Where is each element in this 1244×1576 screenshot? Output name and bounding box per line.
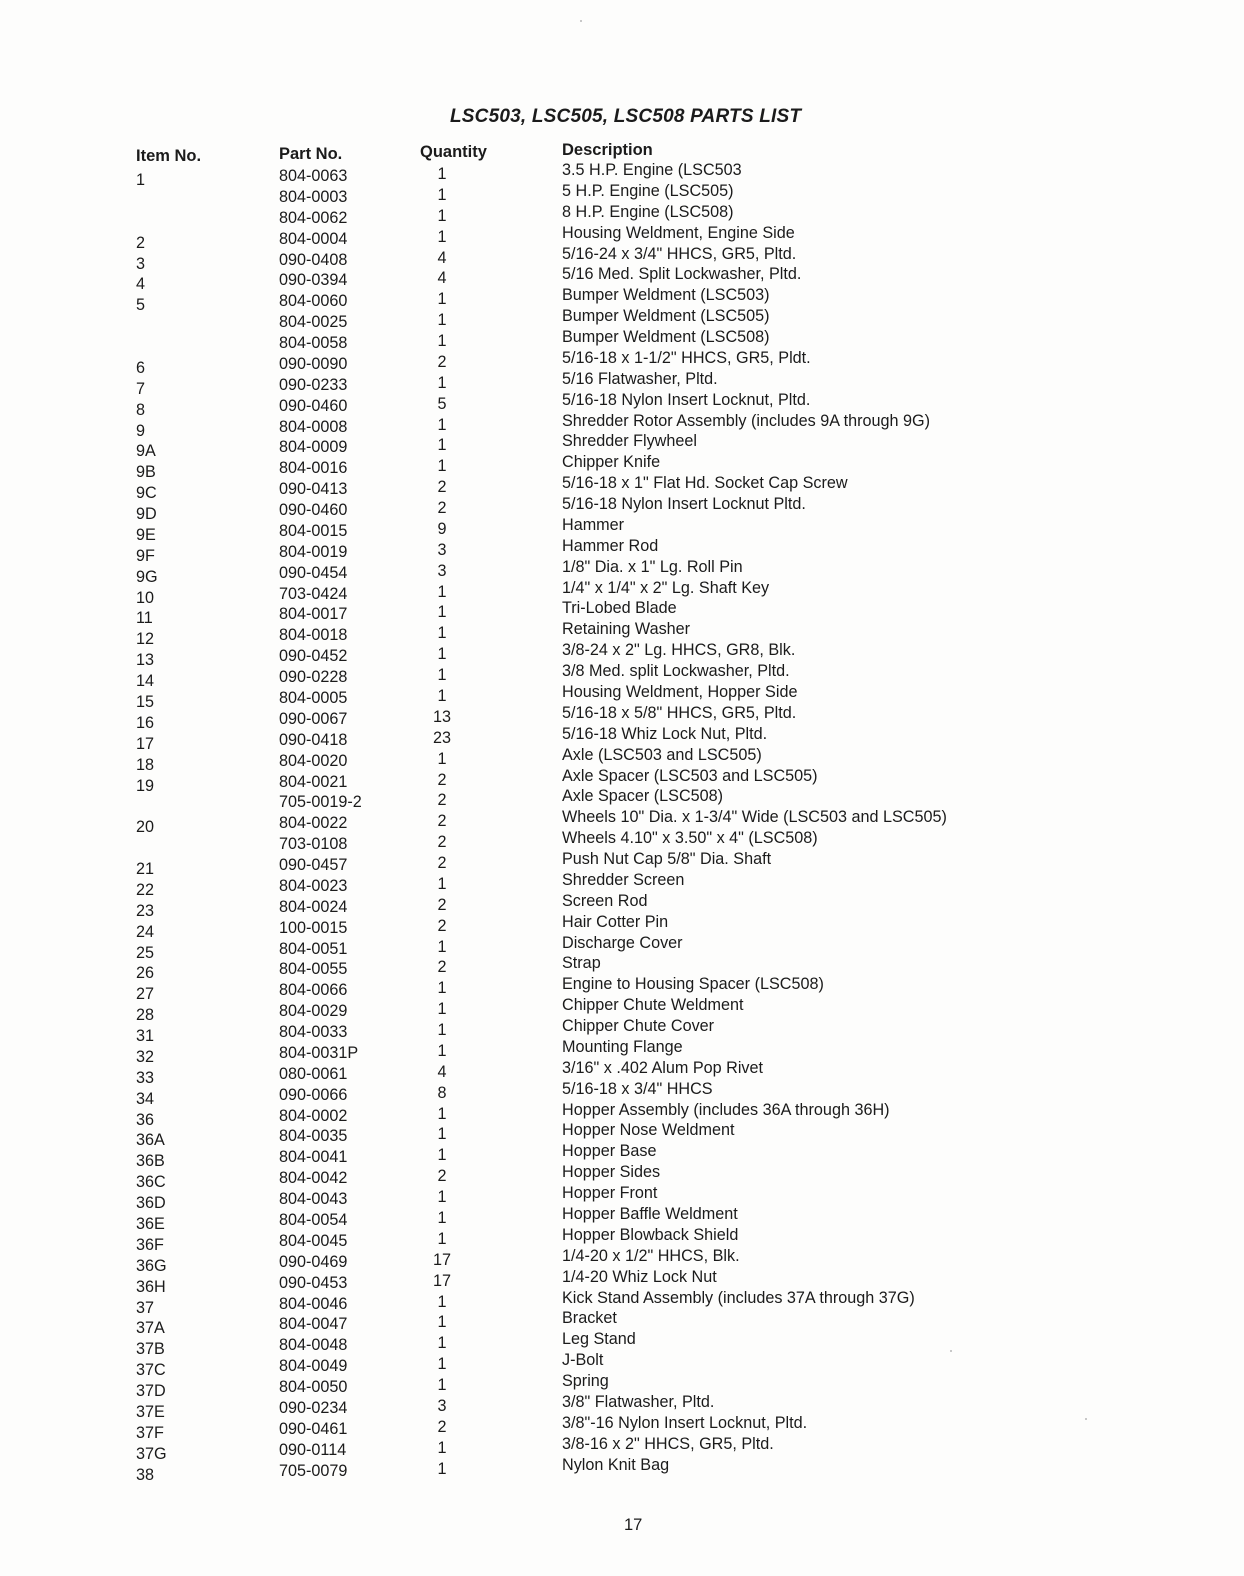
quantity: 3 [437,540,447,559]
item-no: 9G [136,567,158,586]
item-no: 17 [136,734,155,753]
description: 8 H.P. Engine (LSC508) [562,202,734,221]
quantity: 3 [437,1396,447,1415]
item-no: 38 [136,1465,155,1484]
item-no: 25 [136,943,155,962]
scan-speck [950,1350,952,1352]
part-no: 804-0019 [279,542,348,561]
part-no: 804-0018 [279,626,348,645]
quantity: 2 [437,1417,447,1436]
part-no: 090-0394 [279,271,348,290]
description: 5/16-18 x 3/4" HHCS [562,1079,713,1098]
part-no: 804-0020 [279,751,348,770]
description: 3/8"-16 Nylon Insert Locknut, Pltd. [562,1413,808,1432]
quantity: 17 [432,1250,451,1269]
part-no: 804-0058 [279,334,348,353]
description: Axle (LSC503 and LSC505) [562,745,762,764]
description: 5/16 Flatwasher, Pltd. [562,369,718,388]
header-quantity: Quantity [420,143,487,161]
description: 5/16-18 x 5/8" HHCS, GR5, Pltd. [562,703,797,722]
quantity: 2 [437,1167,447,1186]
part-no: 804-0017 [279,605,348,624]
part-no: 804-0024 [279,897,348,916]
description: 3/8-16 x 2" HHCS, GR5, Pltd. [562,1434,774,1453]
description: Bumper Weldment (LSC508) [562,328,770,347]
quantity: 4 [437,269,447,288]
description: Hopper Baffle Weldment [562,1205,738,1223]
quantity: 1 [437,1104,447,1123]
item-no: 12 [136,630,155,649]
part-no: 705-0019-2 [279,793,362,812]
quantity: 1 [437,373,447,392]
item-no: 37F [136,1423,164,1442]
part-no: 090-0228 [279,668,348,687]
item-no: 37D [136,1382,166,1401]
description: 5/16 Med. Split Lockwasher, Pltd. [562,265,802,284]
description: 3/8" Flatwasher, Pltd. [562,1392,715,1411]
part-no: 090-0460 [279,396,348,415]
item-no: 34 [136,1089,155,1108]
item-no: 37 [136,1298,155,1317]
part-no: 804-0023 [279,876,348,895]
part-no: 804-0031P [279,1043,359,1062]
page-title: LSC503, LSC505, LSC508 PARTS LIST [450,106,802,127]
description: Hammer [562,515,625,534]
item-no: 37E [136,1402,165,1421]
item-no: 9B [136,463,156,482]
description: 1/4-20 Whiz Lock Nut [562,1267,717,1286]
description: Hammer Rod [562,536,659,555]
description: 5/16-18 x 1" Flat Hd. Socket Cap Screw [562,474,848,493]
description: Shredder Rotor Assembly (includes 9A through 9G) [562,411,931,430]
part-no: 804-0009 [279,438,348,457]
item-no: 24 [136,922,155,941]
item-no: 19 [136,776,155,795]
part-no: 804-0035 [279,1127,348,1146]
item-no: 27 [136,985,155,1004]
item-no: 14 [136,672,155,691]
item-no: 36F [136,1235,164,1254]
part-no: 804-0029 [279,1002,348,1021]
description: 3/16" x .402 Alum Pop Rivet [562,1058,764,1077]
part-no: 804-0049 [279,1357,348,1376]
part-no: 804-0021 [279,772,348,791]
quantity: 1 [437,937,447,956]
part-no: 090-0454 [279,563,348,582]
quantity: 2 [437,791,447,810]
description: Strap [562,954,601,973]
part-no: 804-0050 [279,1378,348,1397]
quantity: 8 [437,1083,447,1102]
item-no: 36B [136,1152,165,1171]
description: Hopper Assembly (includes 36A through 36H) [562,1100,890,1119]
part-no: 804-0043 [279,1190,348,1209]
description: 5/16-24 x 3/4" HHCS, GR5, Pltd. [562,244,797,263]
quantity: 1 [437,1000,447,1019]
quantity: 1 [437,979,447,998]
quantity: 5 [437,394,447,413]
description: Bumper Weldment (LSC503) [562,286,770,305]
description: Retaining Washer [562,620,691,639]
quantity: 1 [437,1229,447,1248]
description: Chipper Chute Cover [562,1017,715,1036]
item-no: 11 [136,609,153,628]
part-no: 804-0045 [279,1231,348,1250]
description: Hair Cotter Pin [562,912,669,931]
description: Shredder Flywheel [562,432,697,451]
description: 1/4" x 1/4" x 2" Lg. Shaft Key [562,578,770,597]
description: Leg Stand [562,1330,636,1349]
part-no: 804-0022 [279,814,348,833]
quantity: 1 [437,687,447,705]
part-no: 090-0460 [279,501,348,520]
quantity: 2 [437,854,447,873]
header-item-no: Item No. [136,147,202,165]
item-no: 16 [136,713,155,732]
description: Engine to Housing Spacer (LSC508) [562,975,824,994]
description: 3.5 H.P. Engine (LSC503 [562,161,742,179]
item-no: 21 [136,860,155,879]
quantity: 1 [437,1334,447,1353]
quantity: 1 [437,1292,447,1311]
item-no: 28 [136,1006,155,1025]
part-no: 804-0005 [279,689,348,707]
description: Axle Spacer (LSC508) [562,787,724,806]
item-no: 9 [136,421,146,440]
part-no: 090-0408 [279,250,348,269]
item-no: 1 [136,171,146,189]
item-no: 9E [136,525,156,544]
part-no: 804-0033 [279,1023,348,1042]
description: Housing Weldment, Hopper Side [562,683,798,701]
description: Axle Spacer (LSC503 and LSC505) [562,766,818,785]
item-no: 36H [136,1277,166,1296]
description: Mounting Flange [562,1037,683,1056]
part-no: 090-0114 [279,1440,347,1459]
quantity: 1 [437,645,447,664]
quantity: 1 [437,666,447,685]
item-no: 37G [136,1444,167,1463]
item-no: 15 [136,693,155,711]
quantity: 4 [437,248,447,267]
item-no: 2 [136,233,146,252]
part-no: 804-0016 [279,459,348,478]
quantity: 1 [437,874,447,893]
quantity: 1 [437,311,447,330]
item-no: 10 [136,588,155,607]
part-no: 080-0061 [279,1064,348,1083]
quantity: 1 [437,603,447,622]
description: Bumper Weldment (LSC505) [562,307,770,326]
description: Bracket [562,1309,617,1328]
description: Wheels 4.10" x 3.50" x 4" (LSC508) [562,829,818,848]
description: Housing Weldment, Engine Side [562,223,795,242]
quantity: 2 [437,352,447,371]
part-no: 804-0015 [279,521,348,540]
quantity: 1 [437,1459,447,1478]
quantity: 1 [437,332,447,351]
description: Tri-Lobed Blade [562,599,677,618]
part-no: 090-0469 [279,1252,348,1271]
description: Shredder Screen [562,870,685,889]
part-no: 804-0051 [279,939,348,958]
part-no: 804-0025 [279,313,348,332]
item-no: 9D [136,505,157,524]
quantity: 1 [437,1021,447,1040]
part-no: 090-0234 [279,1398,348,1417]
description: 5/16-18 x 1-1/2" HHCS, GR5, Pldt. [562,348,811,367]
part-no: 804-0055 [279,960,348,979]
quantity: 1 [437,185,447,204]
quantity: 13 [432,707,451,726]
item-no: 37C [136,1361,166,1380]
quantity: 1 [437,624,447,643]
description: 5/16-18 Nylon Insert Locknut, Pltd. [562,390,811,409]
item-no: 9F [136,546,155,565]
description: Chipper Chute Weldment [562,996,744,1015]
quantity: 1 [437,1376,447,1395]
item-no: 9A [136,442,156,461]
part-no: 804-0008 [279,417,348,436]
part-no: 804-0041 [279,1148,348,1167]
quantity: 1 [437,436,447,455]
part-no: 703-0424 [279,584,348,603]
description: 5/16-18 Nylon Insert Locknut Pltd. [562,495,806,514]
description: Screen Rod [562,891,648,910]
description: 1/4-20 x 1/2" HHCS, Blk. [562,1246,740,1265]
item-no: 9C [136,484,157,503]
part-no: 090-0413 [279,480,348,499]
description: Chipper Knife [562,453,661,472]
part-no: 090-0233 [279,375,348,394]
quantity: 2 [437,770,447,789]
header-part-no: Part No. [279,145,343,163]
description: Push Nut Cap 5/8" Dia. Shaft [562,850,772,869]
item-no: 36A [136,1131,165,1150]
description: Spring [562,1372,609,1391]
quantity: 1 [437,1041,447,1060]
part-no: 804-0002 [279,1106,348,1125]
scan-speck [1085,1418,1087,1420]
description: 5 H.P. Engine (LSC505) [562,181,734,200]
part-no: 100-0015 [279,918,348,937]
item-no: 37A [136,1319,165,1338]
quantity: 3 [437,561,447,580]
quantity: 2 [437,833,447,852]
item-no: 13 [136,651,155,670]
item-no: 26 [136,964,155,983]
item-no: 33 [136,1068,155,1087]
description: 3/8-24 x 2" Lg. HHCS, GR8, Blk. [562,641,796,660]
item-no: 36 [136,1110,155,1129]
part-no: 804-0004 [279,229,348,248]
item-no: 22 [136,880,155,899]
description: Hopper Sides [562,1163,661,1182]
description: Hopper Front [562,1184,658,1203]
quantity: 2 [437,478,447,497]
header-description: Description [562,141,653,159]
description: J-Bolt [562,1351,604,1370]
description: Wheels 10" Dia. x 1-3/4" Wide (LSC503 and LSC505) [562,808,947,827]
description: Hopper Blowback Shield [562,1225,739,1244]
part-no: 090-0453 [279,1273,348,1292]
item-no: 8 [136,400,146,419]
part-no: 804-0054 [279,1211,348,1229]
description: Hopper Nose Weldment [562,1121,735,1140]
item-no: 6 [136,358,146,377]
item-no: 7 [136,379,146,398]
item-no: 31 [136,1027,155,1046]
part-no: 090-0090 [279,354,348,373]
item-no: 36G [136,1256,167,1275]
item-no: 5 [136,296,146,315]
part-no: 804-0060 [279,292,348,311]
quantity: 1 [437,1438,447,1457]
item-no: 20 [136,818,155,837]
item-no: 4 [136,275,146,294]
description: Hopper Base [562,1142,657,1161]
description: Discharge Cover [562,933,683,952]
part-no: 090-0457 [279,856,348,875]
quantity: 1 [437,1146,447,1165]
part-no: 090-0067 [279,709,348,728]
quantity: 2 [437,812,447,831]
quantity: 1 [437,1188,447,1207]
quantity: 23 [432,728,451,747]
quantity: 1 [437,165,447,183]
item-no: 36E [136,1215,165,1233]
part-no: 804-0047 [279,1315,348,1334]
part-no: 804-0063 [279,167,348,185]
item-no: 3 [136,254,146,273]
page-number: 17 [624,1516,643,1534]
description: 1/8" Dia. x 1" Lg. Roll Pin [562,557,743,576]
part-no: 804-0062 [279,208,348,227]
quantity: 2 [437,958,447,977]
item-no: 36C [136,1173,166,1192]
quantity: 1 [437,290,447,309]
quantity: 1 [437,1209,447,1227]
quantity: 4 [437,1062,447,1081]
part-no: 804-0003 [279,187,348,206]
scan-speck [580,20,582,22]
part-no: 090-0452 [279,647,348,666]
quantity: 1 [437,206,447,225]
description: Kick Stand Assembly (includes 37A through 37G) [562,1288,915,1307]
part-no: 703-0108 [279,835,348,854]
quantity: 1 [437,582,447,601]
part-no: 804-0042 [279,1169,348,1188]
quantity: 9 [437,519,447,538]
part-no: 090-0461 [279,1419,348,1438]
part-no: 804-0066 [279,981,348,1000]
item-no: 36D [136,1194,166,1213]
quantity: 2 [437,499,447,518]
item-no: 32 [136,1047,155,1066]
quantity: 1 [437,749,447,768]
quantity: 1 [437,415,447,434]
quantity: 2 [437,895,447,914]
part-no: 705-0079 [279,1461,348,1480]
description: Nylon Knit Bag [562,1455,670,1474]
quantity: 1 [437,1355,447,1374]
description: 3/8 Med. split Lockwasher, Pltd. [562,662,790,681]
part-no: 804-0046 [279,1294,348,1313]
quantity: 1 [437,1125,447,1144]
part-no: 090-0066 [279,1085,348,1104]
quantity: 1 [437,227,447,246]
description: 5/16-18 Whiz Lock Nut, Pltd. [562,724,768,743]
item-no: 18 [136,755,155,774]
quantity: 1 [437,457,447,476]
quantity: 17 [432,1271,451,1290]
quantity: 1 [437,1313,447,1332]
item-no: 37B [136,1340,165,1359]
part-no: 090-0418 [279,730,348,749]
quantity: 2 [437,916,447,935]
item-no: 23 [136,901,155,920]
part-no: 804-0048 [279,1336,348,1355]
